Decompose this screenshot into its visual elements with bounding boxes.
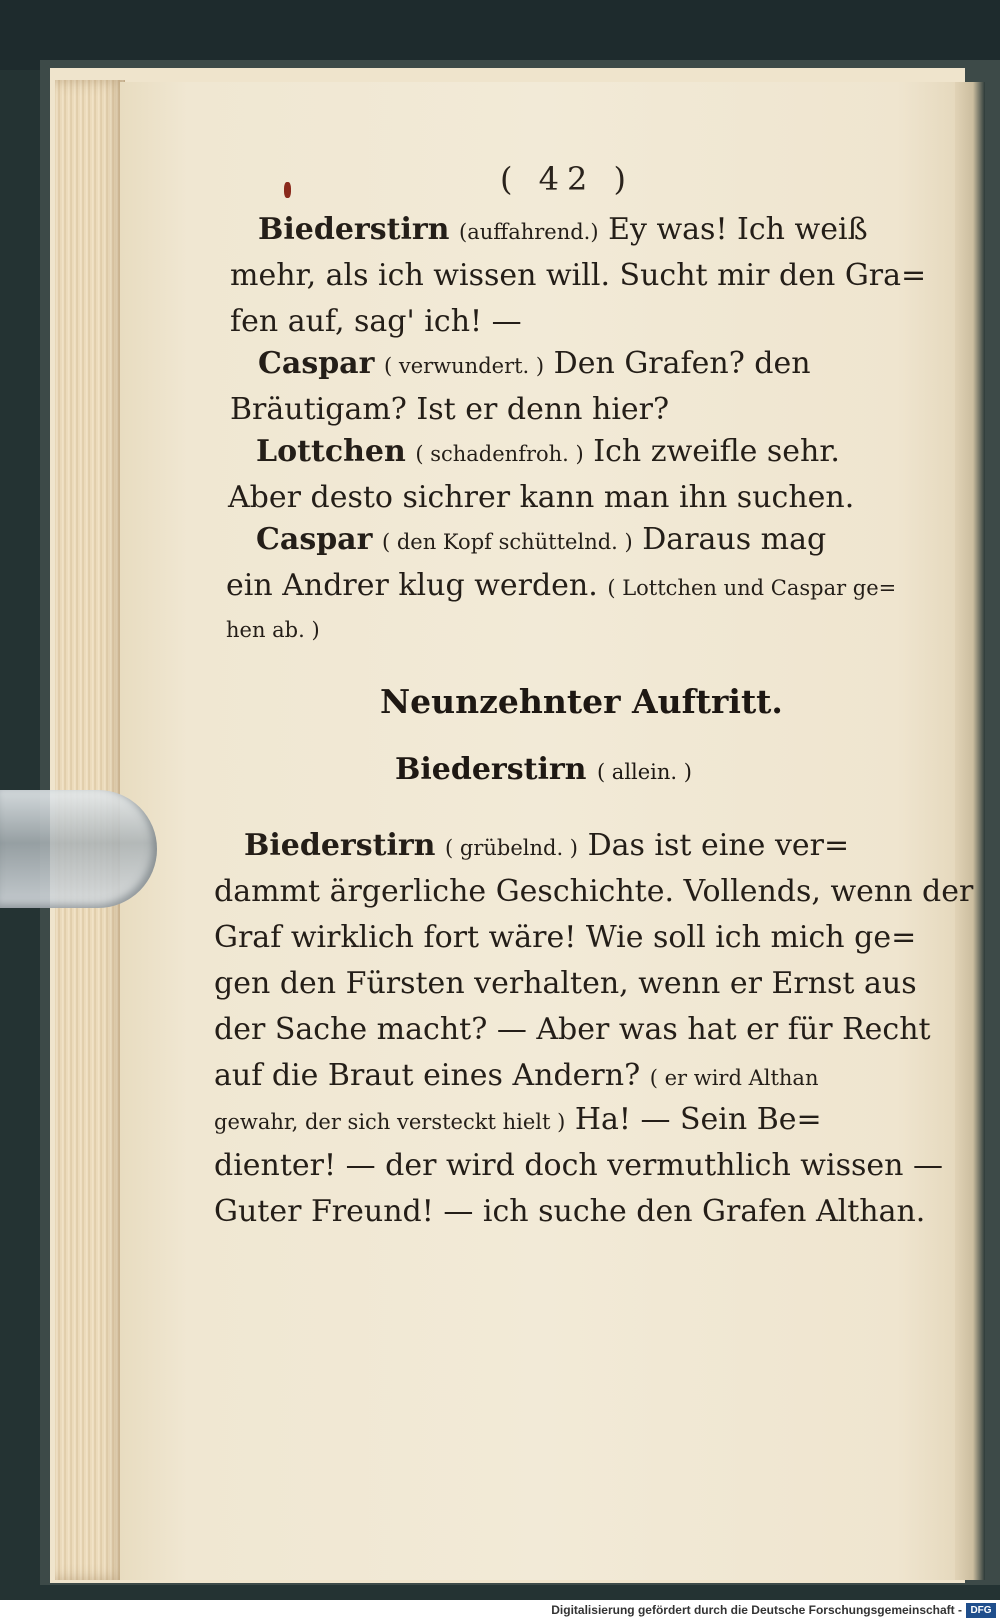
text-line: fen auf, sag' ich! — bbox=[230, 304, 522, 339]
speaker-name: Caspar bbox=[256, 522, 373, 557]
dialogue-text: Ey was! Ich weiß bbox=[608, 212, 868, 247]
text-line: mehr, als ich wissen will. Sucht mir den Gra= bbox=[230, 258, 927, 293]
text-line: der Sache macht? — Aber was hat er für Recht bbox=[214, 1012, 931, 1047]
page-holder-clip bbox=[0, 790, 157, 908]
dialogue-text: ein Andrer klug werden. bbox=[226, 568, 598, 603]
stage-direction: ( schadenfroh. ) bbox=[415, 442, 584, 466]
text-line: gen den Fürsten verhalten, wenn er Ernst aus bbox=[214, 966, 917, 1001]
dialogue-text: Den Grafen? den bbox=[553, 346, 811, 381]
funding-credit: Digitalisierung gefördert durch die Deutsche Forschungsgemeinschaft - bbox=[551, 1603, 962, 1617]
scene-subheading bbox=[395, 752, 692, 787]
stage-direction: ( den Kopf schüttelnd. ) bbox=[381, 530, 633, 554]
text-line: dammt ärgerliche Geschichte. Vollends, wenn der bbox=[214, 874, 974, 909]
dialogue-text: Ich zweifle sehr. bbox=[593, 434, 840, 469]
stage-direction: hen ab. ) bbox=[226, 618, 320, 642]
stage-direction: ( er wird Althan bbox=[649, 1066, 819, 1090]
speaker-name: Lottchen bbox=[256, 434, 406, 469]
speaker-name: Biederstirn bbox=[258, 212, 450, 247]
stage-direction: (auffahrend.) bbox=[459, 220, 599, 244]
scene-heading: Neunzehnter Auftritt. bbox=[380, 682, 783, 721]
speaker-name: Caspar bbox=[258, 346, 375, 381]
speaker-name: Biederstirn bbox=[244, 828, 436, 863]
text-line: Aber desto sichrer kann man ihn suchen. bbox=[228, 480, 855, 515]
text-line: Guter Freund! — ich suche den Grafen Althan. bbox=[214, 1194, 926, 1229]
footer-bar bbox=[0, 1600, 1000, 1622]
stage-direction: ( Lottchen und Caspar ge= bbox=[607, 576, 897, 600]
dialogue-text: Das ist eine ver= bbox=[587, 828, 850, 863]
text-line: dienter! — der wird doch vermuthlich wissen — bbox=[214, 1148, 943, 1183]
dialogue-text: Daraus mag bbox=[642, 522, 827, 557]
dialogue-text: Ha! — Sein Be= bbox=[574, 1102, 822, 1137]
dialogue-text: auf die Braut eines Andern? bbox=[214, 1058, 641, 1093]
text-line: Graf wirklich fort wäre! Wie soll ich mich ge= bbox=[214, 920, 917, 955]
dfg-logo-icon: DFG bbox=[966, 1603, 996, 1618]
stage-direction: ( allein. ) bbox=[596, 760, 692, 784]
stage-direction: gewahr, der sich versteckt hielt ) bbox=[214, 1110, 566, 1134]
stage-direction: ( grübelnd. ) bbox=[445, 836, 579, 860]
stage-direction: ( verwundert. ) bbox=[383, 354, 545, 378]
page-right-edge bbox=[955, 82, 985, 1580]
page-number: ( 42 ) bbox=[500, 160, 635, 198]
text-line: Bräutigam? Ist er denn hier? bbox=[230, 392, 670, 427]
speaker-name: Biederstirn bbox=[395, 752, 587, 787]
ink-mark bbox=[284, 182, 291, 198]
